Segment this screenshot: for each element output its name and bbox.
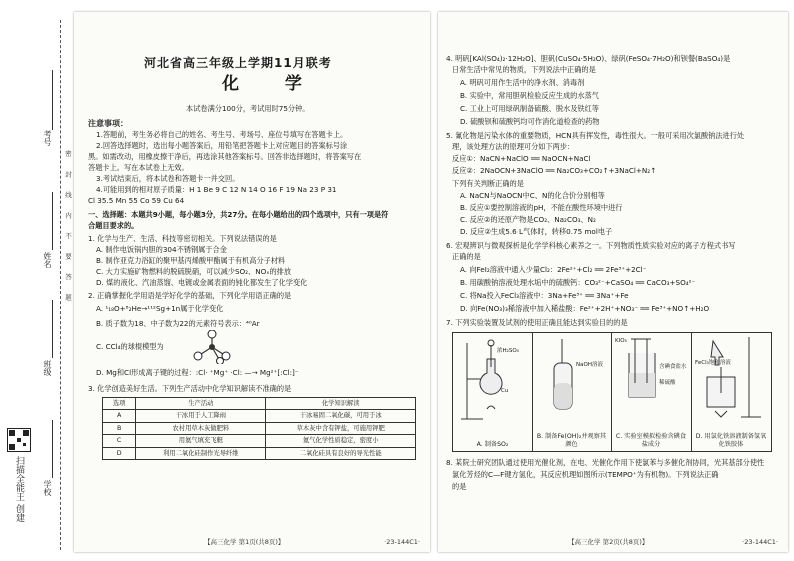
table-header: 化学知识解读 [266, 398, 416, 410]
question-4-stem: 4. 明矾[KAl(SO₄)₂·12H₂O]、胆矾(CuSO₄·5H₂O)、绿矾(FeSO₄·7H₂O)和钡餐(BaSO₄)是 [446, 54, 731, 63]
question-4-option[interactable]: A. 明矾可用作生活中的净水剂、消毒剂 [460, 78, 585, 87]
class-line [52, 300, 53, 358]
question-7-apparatus-panel [452, 332, 772, 452]
question-6-option[interactable]: D. 向Fe(NO₃)₃稀溶液中加入稀盐酸：Fe²⁺+2H⁺+NO₃⁻ ══ Fe³⁺+NO↑+H₂O [460, 304, 710, 313]
question-4-option[interactable]: B. 实验中，常用胆矾检验反应生成的水蒸气 [460, 91, 599, 100]
apparatus-a[interactable] [453, 333, 533, 451]
flask-icon [453, 333, 532, 423]
subject-title: 化 学 [222, 74, 322, 94]
beaker-icon [611, 333, 691, 423]
question-7-stem: 7. 下列实验装置及试剂的使用正确且能达到实验目的的是 [446, 318, 628, 327]
notice-line: 答题卡上。写在本试卷上无效。 [88, 163, 189, 172]
separatory-funnel-icon [691, 333, 771, 423]
question-6-stem: 6. 宏观辨识与微观探析是化学学科核心素养之一。下列物质性质实验对应的离子方程式书写 [446, 241, 736, 250]
page-2 [438, 12, 788, 552]
question-1-option[interactable]: A. 制作电饭锅内胆的304不锈钢属于合金 [96, 245, 227, 254]
notice-line: 2.回答选择题时，选出每小题答案后，用铅笔把答题卡上对应题目的答案标号涂 [96, 141, 348, 150]
notice-line: 3.考试结束后，将本试卷和答题卡一并交回。 [96, 174, 240, 183]
question-2-option[interactable]: C. CCl₄的球棍模型为 [96, 342, 164, 351]
notice-line: 1.答题前，考生务必将自己的姓名、考生号、考场号、座位号填写在答题卡上。 [96, 130, 348, 139]
apparatus-a-caption: A. 制备SO₂ [476, 440, 509, 448]
question-5-option[interactable]: D. 反应②生成5.6 L气体时，转移0.75 mol电子 [460, 227, 613, 236]
question-4-option[interactable]: D. 硫酸钡和硫酸钙均可作消化道检查的药物 [460, 117, 600, 126]
school-line [52, 420, 53, 478]
section-heading: 一、选择题：本题共9小题，每小题3分，共27分。在每小题给出的四个选项中，只有一项是符 [88, 210, 389, 219]
question-8-stem: 的是 [452, 482, 467, 491]
binding-strip [0, 0, 74, 561]
reaction-2: 反应②：2NaOCN+3NaClO ══ Na₂CO₃+CO₂↑+3NaCl+N₂↑ [452, 166, 657, 175]
table-header: 选项 [103, 398, 136, 410]
scan-watermark: 扫描全能王 创建 [14, 456, 24, 522]
table-row[interactable]: A 干冰用于人工降雨 干冰易固二氧化碳，可用于冰 [103, 410, 416, 422]
question-6-option[interactable]: C. 将Na投入FeCl₃溶液中：3Na+Fe³⁺ ══ 3Na⁺+Fe [460, 291, 629, 300]
question-2-option[interactable]: B. 质子数为18、中子数为22的元素符号表示：⁴⁰Ar [96, 319, 260, 328]
question-8-stem: 8. 某院士研究团队通过使用光催化剂，在电、光催化作用下使氯苯与多催化剂协同，光其基部分使性 [446, 458, 765, 467]
seal-dashed-line [60, 20, 61, 550]
exam-no-line [52, 70, 53, 130]
apparatus-d[interactable] [691, 333, 771, 451]
seal-text: 密 封 线 内 不 要 答 题 [64, 150, 72, 307]
notice-line: 黑。如需改动，用橡皮擦干净后，再选涂其他答案标号。回答非选择题时，将答案写在 [88, 152, 362, 161]
page-1-code: ·23-144C1· [384, 538, 420, 547]
page-2-footer: 【高三化学 第2页(共8页)】 [568, 538, 649, 547]
question-5-stem: 5. 氰化物是污染水体的重要物质，HCN具有挥发性，毒性很大。一般可采用次氯酸钠法进行处 [446, 131, 745, 140]
name-label: 姓名 [43, 252, 52, 268]
question-2-stem: 2. 正确掌握化学用语是学好化学的基础，下列化学用语正确的是 [88, 291, 292, 300]
question-5-option[interactable]: B. 反应①要控制溶液的pH，不能在酸性环境中进行 [460, 203, 623, 212]
table-row[interactable]: B 农村用草木灰做肥料 草木灰中含有钾盐，可施用钾肥 [103, 422, 416, 434]
section-heading: 合题目要求的。 [88, 221, 139, 230]
question-1-option[interactable]: B. 制作亚克力浴缸的聚甲基丙烯酸甲酯属于有机高分子材料 [96, 256, 286, 265]
class-label: 班级 [43, 360, 52, 376]
notice-line: 4.可能用到的相对原子质量：H 1 Be 9 C 12 N 14 O 16 F 19 Na 23 P 31 [96, 185, 337, 194]
school-label: 学校 [43, 480, 52, 496]
exam-info: 本试卷满分100分，考试用时75分钟。 [186, 104, 310, 113]
question-6-stem: 正确的是 [452, 252, 481, 261]
page-2-code: ·23-144C1· [742, 538, 778, 547]
test-tube-icon [532, 333, 611, 423]
label-h2so4: 浓H₂SO₄ [497, 348, 519, 354]
table-row[interactable]: D 利用二氧化硅制作光导纤维 二氧化硅具有良好的导光性能 [103, 447, 416, 459]
question-5-option[interactable]: C. 反应②的还原产物是CO₂、Na₂CO₃、N₂ [460, 215, 596, 224]
label-cu: Cu [501, 388, 509, 394]
question-5-stem: 理，该处理方法的原理可分如下两步： [452, 142, 575, 151]
question-1-option[interactable]: D. 煤的液化、汽油蒸馏、电镀或金属表面的钝化都发生了化学变化 [96, 278, 308, 287]
apparatus-c-caption: C. 实验室模拟检验含碘食盐成分 [615, 432, 687, 448]
notice-line: Cl 35.5 Mn 55 Co 59 Cu 64 [88, 196, 185, 205]
label-dilute: 稀硫酸 [659, 380, 676, 386]
question-2-option[interactable]: A. ¹₁₈O+⁸₂He→¹¹²Sg+1n属于化学变化 [96, 304, 224, 313]
page-1 [74, 12, 430, 552]
label-naoh: NaOH溶液 [576, 362, 603, 368]
name-line [52, 192, 53, 250]
question-3-table [102, 397, 416, 460]
question-4-stem: 日常生活中常见的物质，下列说法中正确的是 [452, 65, 596, 74]
reaction-1: 反应①：NaCN+NaClO ══ NaOCN+NaCl [452, 154, 591, 163]
question-1-stem: 1. 化学与生产、生活、科技等密切相关。下列说法错误的是 [88, 234, 277, 243]
question-3-stem: 3. 化学创造美好生活。下列生产活动中化学知识解读不准确的是 [88, 384, 292, 393]
table-row[interactable]: C 用氦气填充飞艇 氦气化学性质稳定，密度小 [103, 435, 416, 447]
apparatus-b-caption: B. 制备Fe(OH)₂并观察其颜色 [536, 432, 607, 448]
question-6-option[interactable]: B. 用碳酸钠溶液处理水垢中的硫酸钙：CO₃²⁻+CaSO₄ ══ CaCO₃+SO₄²⁻ [460, 278, 696, 287]
label-salt: 含碘食盐水 [659, 364, 687, 370]
exam-title: 河北省高三年级上学期11月联考 [144, 56, 332, 70]
page-1-footer: 【高三化学 第1页(共8页)】 [204, 538, 285, 547]
exam-no-label: 考号 [43, 130, 52, 146]
question-8-stem: 氯化芳烃的C—F键方氢化，其反应机理如图所示(TEMPO⁺为有机物)。下列说法正确 [452, 470, 719, 479]
apparatus-c[interactable] [611, 333, 692, 451]
question-2-option[interactable]: D. Mg和Cl形成离子键的过程：:Cl· ⁺Mg⁺ ·Cl: —→ Mg²⁺[:Cl:]⁻ [96, 368, 299, 377]
qr-code-icon [7, 428, 31, 452]
apparatus-d-caption: D. 用氯化铁溶液制备氢氧化铁胶体 [695, 432, 767, 448]
ccl4-ball-stick-model-icon [192, 330, 232, 364]
label-kio3: KIO₃ [615, 338, 627, 344]
question-5-option[interactable]: A. NaCN与NaOCN中C、N的化合价分别相等 [460, 191, 605, 200]
notice-title: 注意事项： [88, 119, 128, 128]
label-fecl3: FeCl₃饱和溶液 [695, 360, 731, 366]
apparatus-b[interactable] [532, 333, 612, 451]
question-1-option[interactable]: C. 大力实施矿物燃料的脱硫脱硝，可以减少SO₂、NOₓ的排放 [96, 267, 292, 276]
question-6-option[interactable]: A. 向FeI₂溶液中通入少量Cl₂：2Fe²⁺+Cl₂ ══ 2Fe³⁺+2Cl⁻ [460, 265, 647, 274]
table-header: 生产活动 [136, 398, 266, 410]
question-5-judge: 下列有关判断正确的是 [452, 179, 524, 188]
question-4-option[interactable]: C. 工业上可用绿矾制备硫酸、脱水及铁红等 [460, 104, 599, 113]
